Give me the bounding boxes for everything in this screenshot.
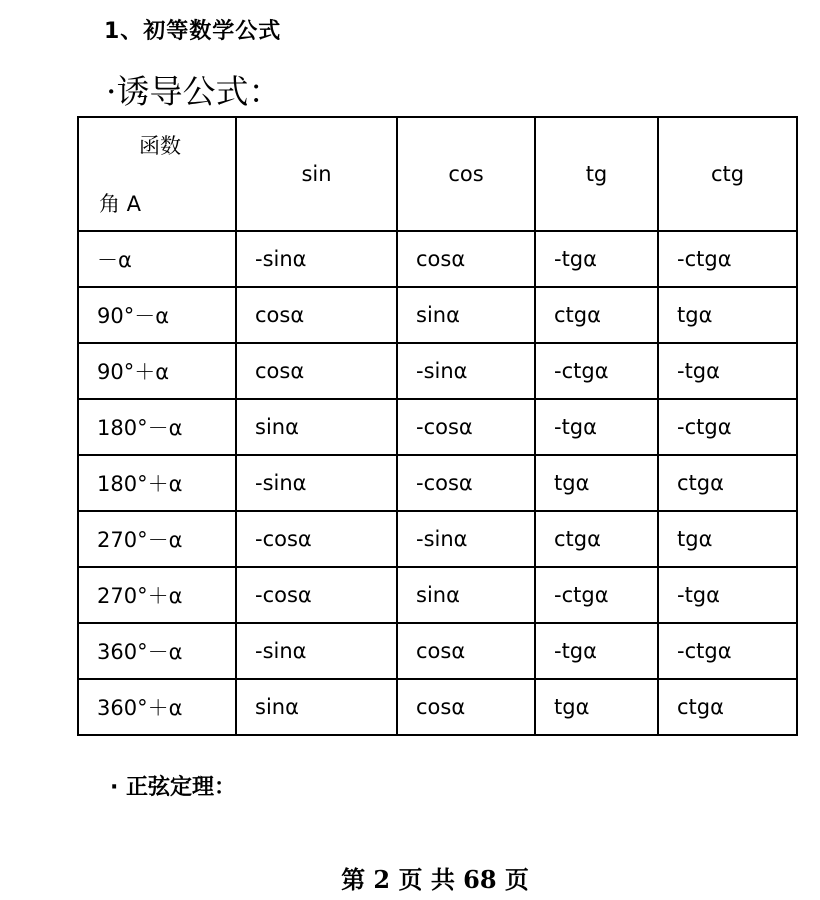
tg-cell: -tgα [535,231,658,287]
angle-cell: 180°－α [78,399,236,455]
table-row [78,231,797,287]
angle-cell: 360°＋α [78,679,236,735]
column-header-sin: sin [236,117,397,231]
cos-cell: -sinα [397,343,535,399]
header-angle-label: 角 A [99,192,142,216]
sin-cell: -sinα [236,623,397,679]
ctg-cell: ctgα [658,679,797,735]
sin-cell: sinα [236,399,397,455]
cos-cell: sinα [397,567,535,623]
ctg-cell: -ctgα [658,399,797,455]
tg-cell: tgα [535,679,658,735]
table-row [78,679,797,735]
table-row [78,399,797,455]
angle-cell: －α [78,231,236,287]
column-header-ctg: ctg [658,117,797,231]
ctg-cell: tgα [658,511,797,567]
cos-cell: cosα [397,231,535,287]
column-header-cos: cos [397,117,535,231]
induction-formula-table [77,116,798,736]
sin-cell: -sinα [236,231,397,287]
ctg-cell: -tgα [658,567,797,623]
cos-cell: sinα [397,287,535,343]
table-row [78,623,797,679]
sin-cell: -cosα [236,511,397,567]
ctg-cell: -tgα [658,343,797,399]
tg-cell: -tgα [535,623,658,679]
sin-cell: -cosα [236,567,397,623]
ctg-cell: -ctgα [658,623,797,679]
table-row [78,511,797,567]
sin-cell: -sinα [236,455,397,511]
table-row [78,343,797,399]
cos-cell: cosα [397,679,535,735]
tg-cell: -ctgα [535,567,658,623]
tg-cell: -tgα [535,399,658,455]
angle-cell: 180°＋α [78,455,236,511]
column-header-tg: tg [535,117,658,231]
sin-cell: cosα [236,287,397,343]
table-row [78,455,797,511]
tg-cell: ctgα [535,511,658,567]
cos-cell: -cosα [397,399,535,455]
section-heading: 1、初等数学公式 [104,19,282,44]
ctg-cell: tgα [658,287,797,343]
angle-cell: 90°－α [78,287,236,343]
page-footer: 第 2 页 共 68 页 [341,865,529,894]
sine-law-heading: · 正弦定理： [110,775,237,800]
angle-cell: 360°－α [78,623,236,679]
header-function-label: 函数 [139,134,181,158]
angle-cell: 90°＋α [78,343,236,399]
ctg-cell: -ctgα [658,231,797,287]
sin-cell: cosα [236,343,397,399]
cos-cell: -sinα [397,511,535,567]
table-header-row [78,117,797,231]
angle-cell: 270°－α [78,511,236,567]
cos-cell: -cosα [397,455,535,511]
header-corner-cell [78,117,236,231]
tg-cell: tgα [535,455,658,511]
subsection-title: ·诱导公式： [106,72,282,111]
table-row [78,287,797,343]
table-row [78,567,797,623]
tg-cell: -ctgα [535,343,658,399]
angle-cell: 270°＋α [78,567,236,623]
cos-cell: cosα [397,623,535,679]
tg-cell: ctgα [535,287,658,343]
sin-cell: sinα [236,679,397,735]
ctg-cell: ctgα [658,455,797,511]
